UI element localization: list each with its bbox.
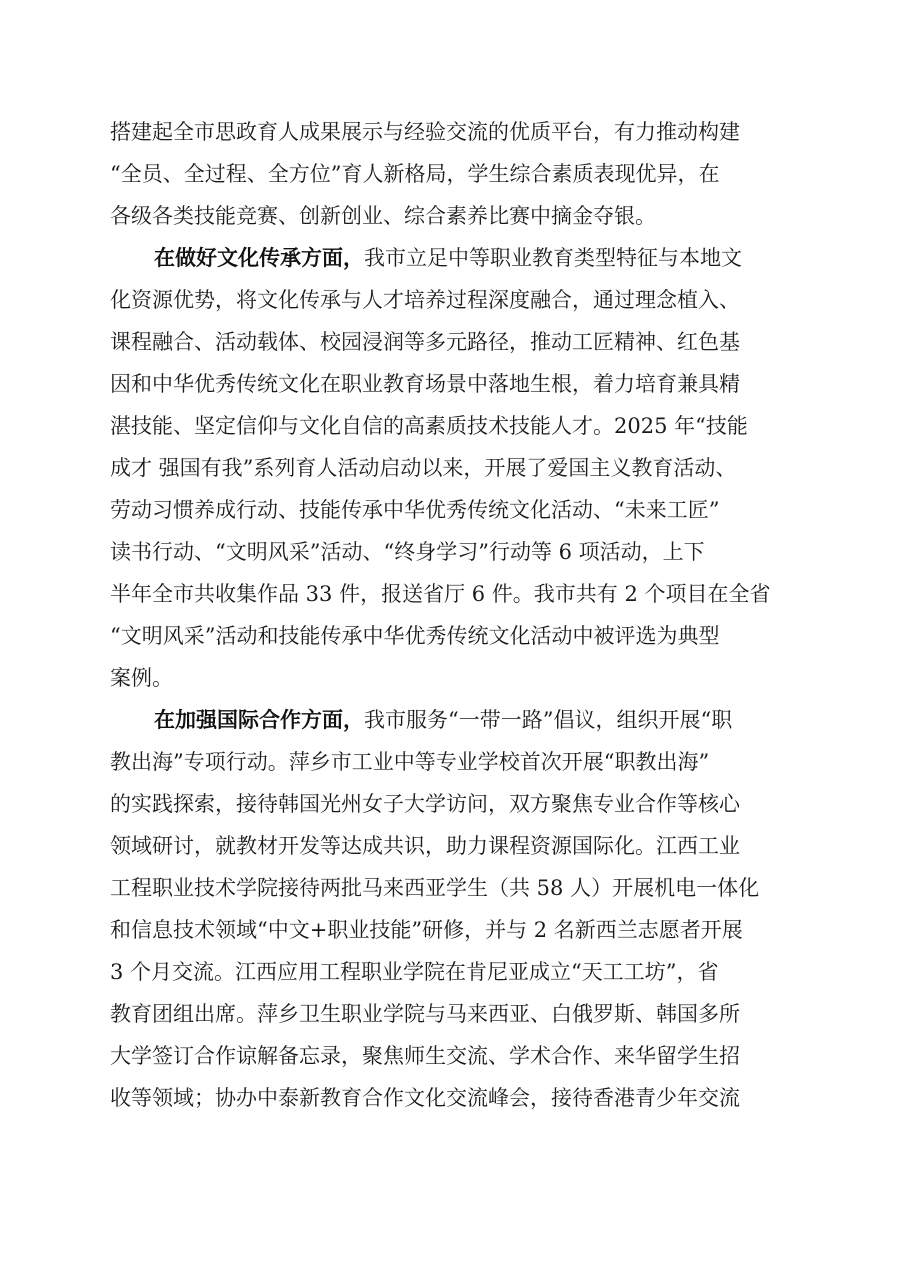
text-line: 劳动习惯养成行动、技能传承中华优秀传统文化活动、“未来工匠” [110,498,720,522]
text-line: 各级各类技能竞赛、创新创业、综合素养比赛中摘金夺银。 [110,204,656,228]
text-line: “文明风采”活动和技能传承中华优秀传统文化活动中被评选为典型 [110,624,720,648]
text-line: 化资源优势，将文化传承与人才培养过程深度融合，通过理念植入、 [110,288,740,312]
text-line: 成才 强国有我”系列育人活动启动以来，开展了爱国主义教育活动、 [110,456,737,480]
text-line: 大学签订合作谅解备忘录，聚焦师生交流、学术合作、来华留学生招 [110,1044,740,1068]
text-fragment: 我市服务“一带一路”倡议，组织开展“职 [364,708,733,732]
text-line: 搭建起全市思政育人成果展示与经验交流的优质平台，有力推动构建 [110,120,740,144]
paragraph-heading: 在做好文化传承方面， [154,245,364,270]
text-line: 领域研讨，就教材开发等达成共识，助力课程资源国际化。江西工业 [110,834,740,858]
text-line: 收等领域；协办中泰新教育合作文化交流峰会，接待香港青少年交流 [110,1086,740,1110]
text-line: 和信息技术领域“中文+职业技能”研修，并与 2 名新西兰志愿者开展 [110,918,743,942]
text-line: 案例。 [110,666,173,690]
text-line: 工程职业技术学院接待两批马来西亚学生（共 58 人）开展机电一体化 [110,876,760,900]
text-line: 课程融合、活动载体、校园浸润等多元路径，推动工匠精神、红色基 [110,330,740,354]
text-line: 的实践探索，接待韩国光州女子大学访问，双方聚焦专业合作等核心 [110,792,740,816]
text-line: 3 个月交流。江西应用工程职业学院在肯尼亚成立“天工工坊”，省 [110,960,719,984]
text-fragment: 我市立足中等职业教育类型特征与本地文 [364,246,742,270]
paragraph-first-line [110,699,800,741]
paragraph-first-line [110,237,800,279]
text-line: 半年全市共收集作品 33 件，报送省厅 6 件。我市共有 2 个项目在全省 [110,582,771,606]
paragraph-heading: 在加强国际合作方面， [154,707,364,732]
text-line: “全员、全过程、全方位”育人新格局，学生综合素质表现优异，在 [110,162,720,186]
text-line: 湛技能、坚定信仰与文化自信的高素质技术技能人才。2025 年“技能 [110,414,748,438]
paragraph-cultural-heritage [110,237,800,699]
document-body [110,111,800,1119]
paragraph-international-cooperation [110,699,800,1119]
text-line: 读书行动、“文明风采”活动、“终身学习”行动等 6 项活动，上下 [110,540,705,564]
text-line: 因和中华优秀传统文化在职业教育场景中落地生根，着力培育兼具精 [110,372,740,396]
paragraph-civic-education [110,111,800,237]
text-line: 教育团组出席。萍乡卫生职业学院与马来西亚、白俄罗斯、韩国多所 [110,1002,740,1026]
text-line: 教出海”专项行动。萍乡市工业中等专业学校首次开展“职教出海” [110,750,710,774]
